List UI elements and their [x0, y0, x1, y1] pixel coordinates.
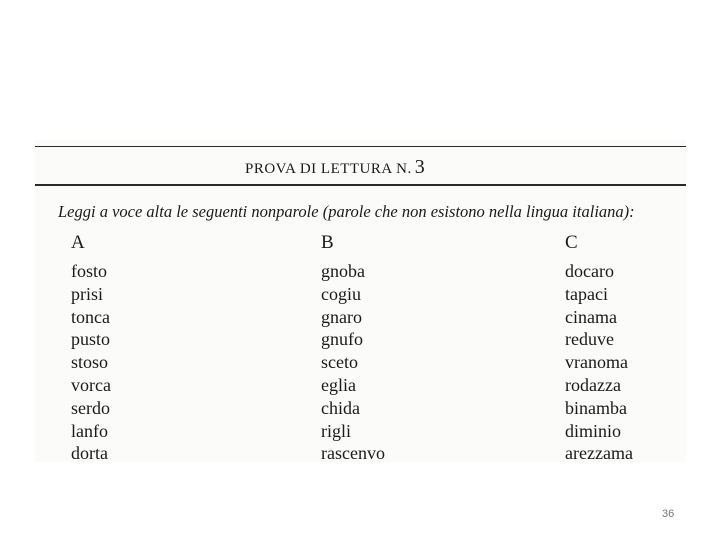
instruction-text: Leggi a voce alta le seguenti nonparole (parole che non esistono nella lingua italiana):	[58, 202, 635, 221]
column-b	[321, 232, 385, 465]
word-item: gnufo	[321, 329, 363, 350]
word-item: stoso	[71, 352, 109, 373]
word-item: sceto	[321, 352, 358, 373]
column-c	[565, 232, 633, 465]
word-item: vranoma	[565, 352, 628, 373]
word-item: rigli	[321, 420, 351, 441]
word-item: cogiu	[321, 283, 361, 304]
test-title-number: 3	[414, 156, 426, 178]
word-item: eglia	[321, 374, 356, 395]
word-item: lanfo	[71, 420, 108, 441]
word-item: prisi	[71, 283, 104, 304]
column-header: C	[565, 232, 578, 253]
word-item: tapaci	[565, 283, 608, 304]
title-rule	[35, 184, 686, 186]
column-a	[71, 232, 111, 465]
word-item: gnoba	[321, 261, 365, 281]
word-item: rodazza	[565, 374, 621, 395]
word-item: tonca	[71, 306, 110, 327]
word-item: arezzama	[565, 443, 633, 464]
test-title	[245, 156, 425, 179]
scanned-page	[35, 140, 686, 462]
top-rule	[35, 146, 686, 147]
column-header: A	[71, 232, 85, 253]
word-item: serdo	[71, 397, 110, 418]
word-item: diminio	[565, 420, 622, 441]
test-title-text: PROVA DI LETTURA N.	[245, 161, 412, 177]
column-header: B	[321, 232, 334, 253]
word-item: reduve	[565, 329, 614, 350]
word-item: rascenvo	[321, 443, 385, 464]
page-number: 36	[662, 508, 675, 520]
word-item: binamba	[565, 397, 627, 418]
word-item: dorta	[71, 443, 108, 464]
word-item: fosto	[71, 261, 107, 281]
word-item: vorca	[71, 374, 111, 395]
word-item: cinama	[565, 306, 617, 327]
word-item: pusto	[71, 329, 111, 350]
word-item: chida	[321, 397, 360, 418]
word-item: gnaro	[321, 306, 362, 327]
word-item: docaro	[565, 261, 614, 281]
